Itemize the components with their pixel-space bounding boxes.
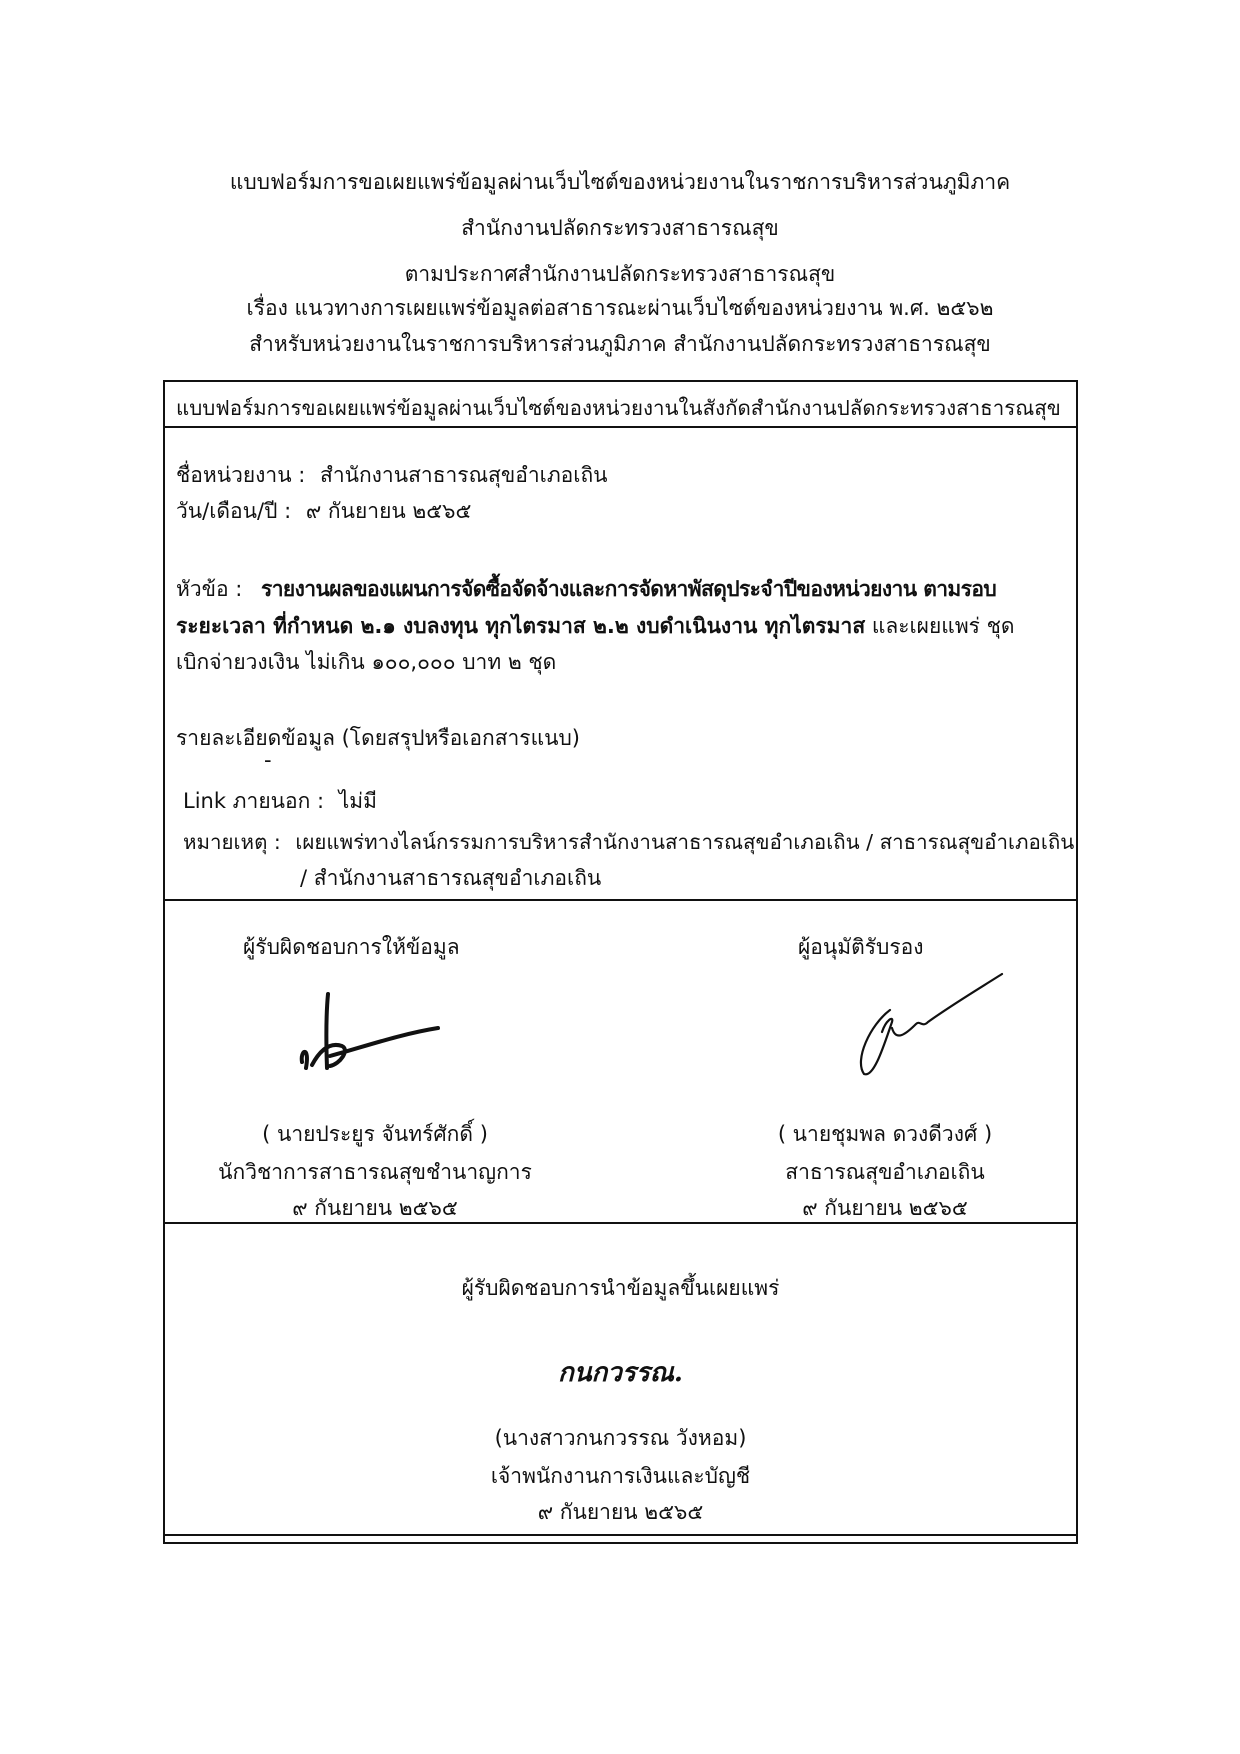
detail-value: - bbox=[264, 748, 272, 772]
topic-bold-1: รายงานผลของแผนการจัดซื้อจัดจ้างและการจัดหาพัสดุประจำปีของหน่วยงาน ตามรอบ bbox=[261, 577, 997, 601]
bottom-signer-date: ๙ กันยายน ๒๕๖๕ bbox=[537, 1500, 704, 1524]
topic-label: หัวข้อ : bbox=[176, 577, 243, 601]
header-line-1: แบบฟอร์มการขอเผยแพร่ข้อมูลผ่านเว็บไซต์ของหน่วยงานในราชการบริหารส่วนภูมิภาค bbox=[229, 170, 1011, 194]
topic-bold-2: ระยะเวลา ที่กำหนด ๒.๑ งบลงทุน ทุกไตรมาส ๒.๒ งบดำเนินงาน ทุกไตรมาส bbox=[176, 614, 866, 638]
agency-row bbox=[176, 459, 608, 492]
note-line-2: / สำนักงานสาธารณสุขอำเภอเถิน bbox=[300, 866, 602, 890]
topic-normal-2: และเผยแพร่ ชุด bbox=[865, 614, 1015, 638]
link-row bbox=[183, 785, 377, 818]
topic-line-1 bbox=[176, 573, 996, 606]
header-line-3: ตามประกาศสำนักงานปลัดกระทรวงสาธารณสุข bbox=[404, 262, 836, 286]
bottom-signer-role: ผู้รับผิดชอบการนำข้อมูลขึ้นเผยแพร่ bbox=[461, 1276, 780, 1300]
header-line-5: สำหรับหน่วยงานในราชการบริหารส่วนภูมิภาค สำนักงานปลัดกระทรวงสาธารณสุข bbox=[249, 332, 991, 356]
left-signer-role: ผู้รับผิดชอบการให้ข้อมูล bbox=[243, 935, 460, 959]
header-line-2: สำนักงานปลัดกระทรวงสาธารณสุข bbox=[461, 216, 779, 240]
right-signature-image bbox=[840, 970, 1010, 1080]
topic-line-3: เบิกจ่ายวงเงิน ไม่เกิน ๑๐๐,๐๐๐ บาท ๒ ชุด bbox=[176, 650, 557, 674]
note-line-1: เผยแพร่ทางไลน์กรรมการบริหารสำนักงานสาธารณสุขอำเภอเถิน / สาธารณสุขอำเภอเถิน bbox=[295, 830, 1075, 854]
form-title: แบบฟอร์มการขอเผยแพร่ข้อมูลผ่านเว็บไซต์ของหน่วยงานในสังกัดสำนักงานปลัดกระทรวงสาธารณสุข bbox=[176, 396, 1061, 420]
link-label: Link ภายนอก : bbox=[183, 789, 325, 813]
left-signer-position: นักวิชาการสาธารณสุขชำนาญการ bbox=[218, 1160, 532, 1184]
left-signer-date: ๙ กันยายน ๒๕๖๕ bbox=[292, 1196, 458, 1220]
content-divider bbox=[163, 899, 1078, 901]
topic-line-2 bbox=[176, 610, 1015, 643]
agency-value: สำนักงานสาธารณสุขอำเภอเถิน bbox=[320, 463, 608, 487]
detail-label: รายละเอียดข้อมูล (โดยสรุปหรือเอกสารแนบ) bbox=[176, 726, 580, 750]
bottom-signer-position: เจ้าพนักงานการเงินและบัญชี bbox=[490, 1464, 751, 1488]
bottom-signer-name: (นางสาวกนกวรรณ วังหอม) bbox=[494, 1426, 747, 1450]
right-signer-name: ( นายชุมพล ดวงดีวงศ์ ) bbox=[777, 1122, 993, 1146]
note-label: หมายเหตุ : bbox=[183, 830, 281, 854]
header-line-4: เรื่อง แนวทางการเผยแพร่ข้อมูลต่อสาธารณะผ่านเว็บไซต์ของหน่วยงาน พ.ศ. ๒๕๖๒ bbox=[246, 296, 994, 320]
right-signer-position: สาธารณสุขอำเภอเถิน bbox=[785, 1160, 985, 1184]
left-signer-name: ( นายประยูร จันทร์ศักดิ์ ) bbox=[262, 1122, 488, 1146]
bottom-divider bbox=[163, 1534, 1078, 1536]
note-row bbox=[183, 826, 1074, 859]
agency-label: ชื่อหน่วยงาน : bbox=[176, 463, 306, 487]
right-signer-date: ๙ กันยายน ๒๕๖๕ bbox=[802, 1196, 968, 1220]
date-label: วัน/เดือน/ปี : bbox=[176, 499, 292, 523]
left-signature-image bbox=[290, 990, 450, 1080]
date-row bbox=[176, 495, 471, 528]
link-value: ไม่มี bbox=[338, 789, 377, 813]
right-signer-role: ผู้อนุมัติรับรอง bbox=[798, 935, 924, 959]
date-value: ๙ กันยายน ๒๕๖๕ bbox=[305, 499, 472, 523]
bottom-signature-text: กนกวรรณ. bbox=[558, 1358, 683, 1388]
form-title-divider bbox=[163, 426, 1078, 428]
